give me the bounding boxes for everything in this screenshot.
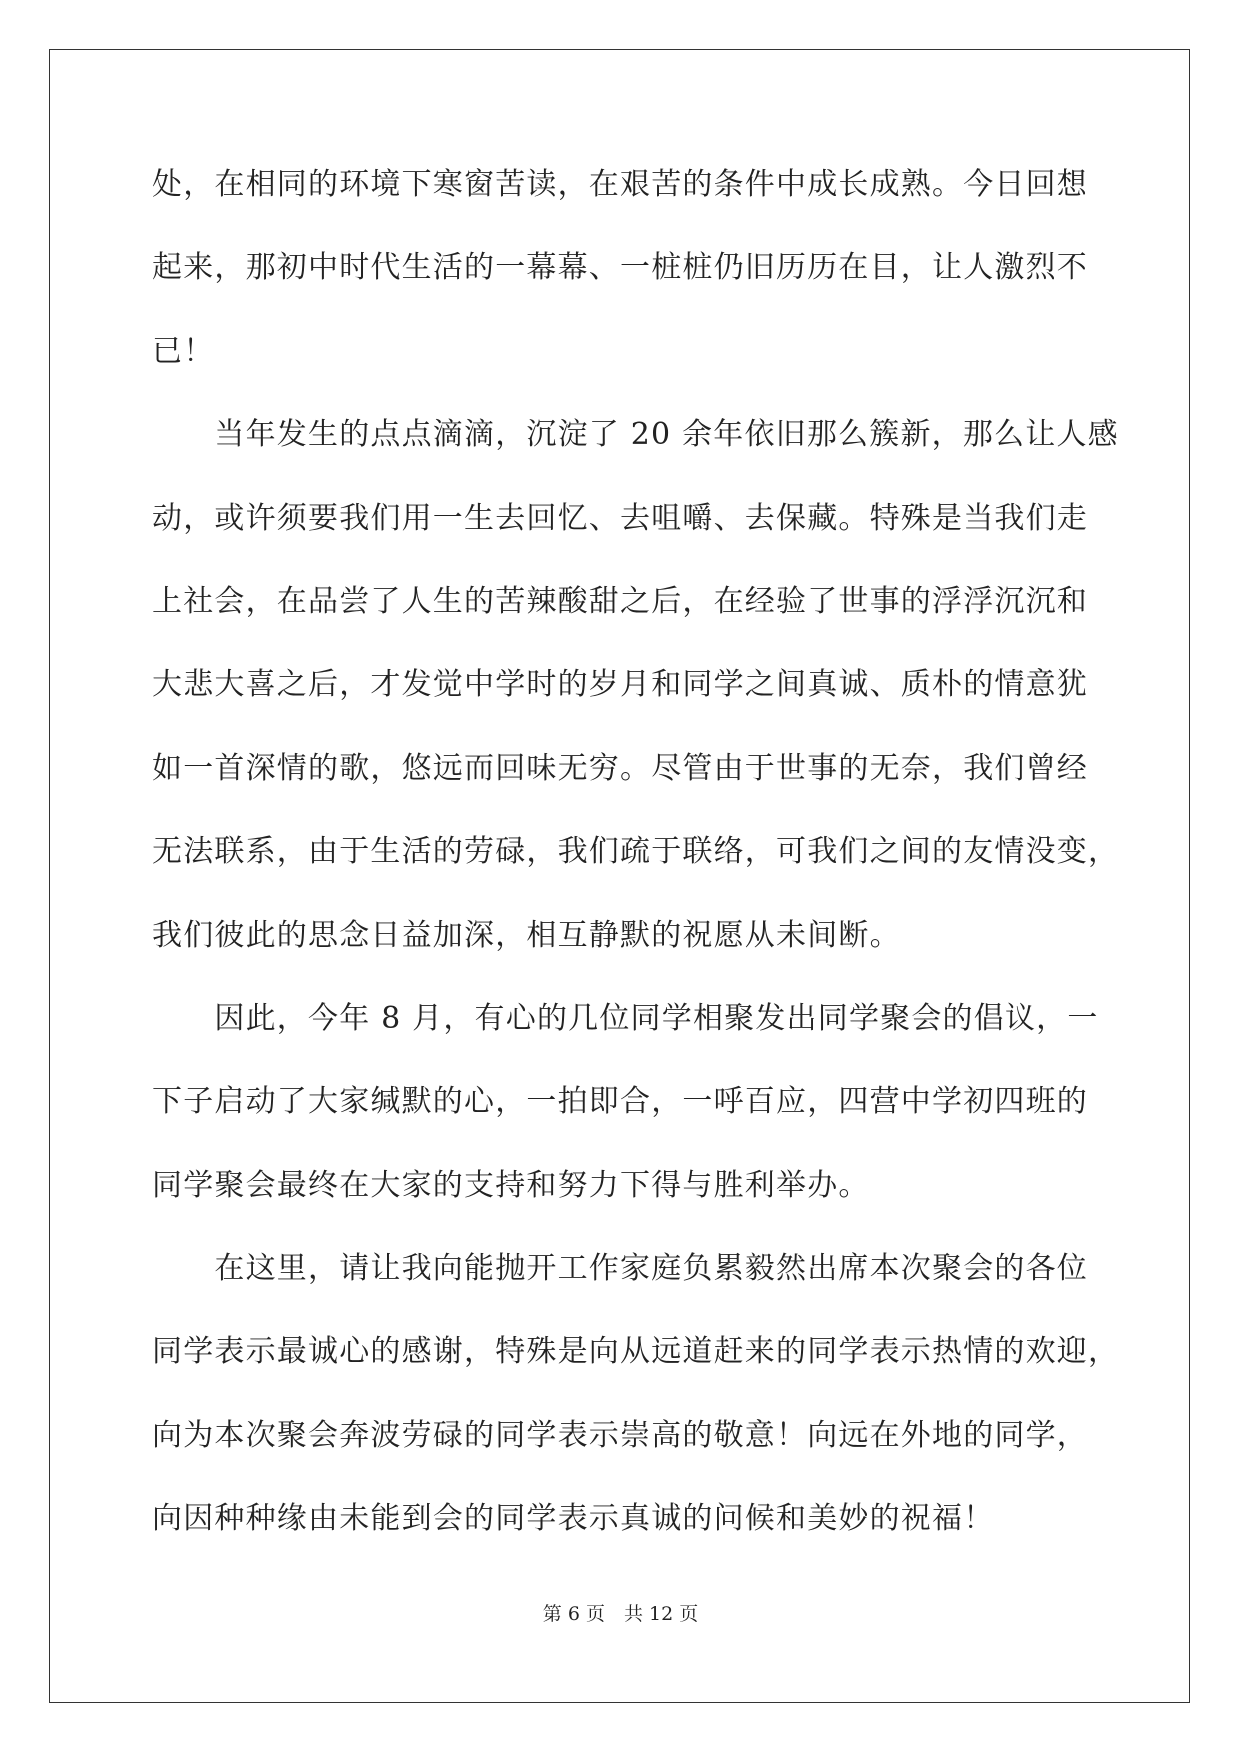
text-line: 在这里，请让我向能抛开工作家庭负累毅然出席本次聚会的各位: [152, 1251, 1088, 1287]
text-line: 向为本次聚会奔波劳碌的同学表示崇高的敬意！向远在外地的同学，: [152, 1417, 1088, 1453]
text-line: 下子启动了大家缄默的心，一拍即合，一呼百应，四营中学初四班的: [152, 1084, 1088, 1120]
page-number-footer: 第 6 页 共 12 页: [542, 1603, 699, 1625]
text-line: 当年发生的点点滴滴，沉淀了 20 余年依旧那么簇新，那么让人感: [152, 417, 1119, 453]
text-line: 如一首深情的歌，悠远而回味无穷。尽管由于世事的无奈，我们曾经: [152, 750, 1088, 786]
text-line: 大悲大喜之后，才发觉中学时的岁月和同学之间真诚、质朴的情意犹: [152, 667, 1088, 703]
text-line: 向因种种缘由未能到会的同学表示真诚的问候和美妙的祝福！: [152, 1501, 995, 1537]
text-line: 上社会，在品尝了人生的苦辣酸甜之后，在经验了世事的浮浮沉沉和: [152, 583, 1088, 619]
text-line: 无法联系，由于生活的劳碌，我们疏于联络，可我们之间的友情没变，: [152, 834, 1120, 870]
text-line: 同学表示最诚心的感谢，特殊是向从远道赶来的同学表示热情的欢迎，: [152, 1334, 1120, 1370]
text-line: 起来，那初中时代生活的一幕幕、一桩桩仍旧历历在目，让人激烈不: [152, 250, 1088, 286]
text-line: 动，或许须要我们用一生去回忆、去咀嚼、去保藏。特殊是当我们走: [152, 500, 1088, 536]
text-line: 已！: [152, 333, 215, 369]
document-body: [152, 160, 1120, 1578]
text-line: 处，在相同的环境下寒窗苦读，在艰苦的条件中成长成熟。今日回想: [152, 167, 1088, 202]
text-line: 同学聚会最终在大家的支持和努力下得与胜利举办。: [152, 1167, 870, 1203]
text-line: 因此，今年 8 月，有心的几位同学相聚发出同学聚会的倡议，一: [152, 1000, 1099, 1036]
text-line: 我们彼此的思念日益加深，相互静默的祝愿从未间断。: [152, 917, 901, 953]
